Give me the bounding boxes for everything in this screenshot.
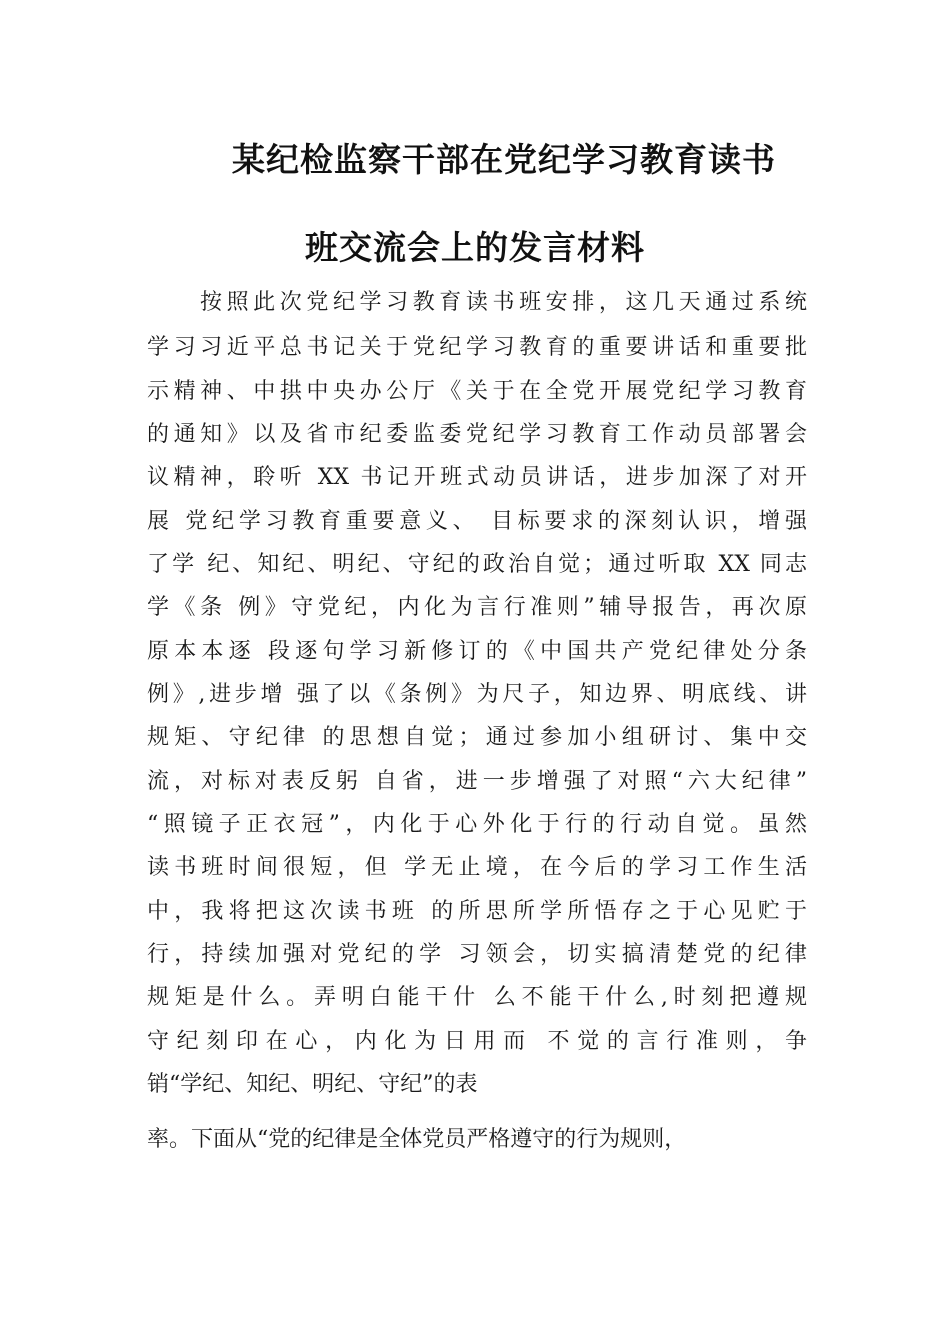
paragraph-line: 规矩是什么。弄明白能干什 么不能干什么,时刻把遵规: [147, 985, 807, 1010]
paragraph-line: 示精神、中拱中央办公厅《关于在全党开展党纪学习教育: [147, 379, 807, 404]
paragraph-line: 规矩、守纪律 的思想自觉；通过参加小组研讨、集中交: [147, 725, 807, 750]
document-title-line-1: 某纪检监察干部在党纪学习教育读书: [232, 140, 776, 179]
paragraph-line: 行，持续加强对党纪的学 习领会，切实搞清楚党的纪律: [147, 942, 807, 967]
paragraph-line: “照镜子正衣冠”，内化于心外化于行的行动自觉。虽然: [147, 812, 807, 837]
paragraph-line: 例》,进步增 强了以《条例》为尺子，知边界、明底线、讲: [147, 682, 807, 707]
paragraph-line: 原本本逐 段逐句学习新修订的《中国共产党纪律处分条: [147, 639, 807, 664]
paragraph-line: 学《条 例》守党纪，内化为言行准则”辅导报告，再次原: [147, 595, 807, 620]
paragraph-line: 守纪刻印在心，内化为日用而 不觉的言行准则，争: [147, 1029, 807, 1054]
paragraph-line: 的通知》以及省市纪委监委党纪学习教育工作动员部署会: [147, 422, 807, 447]
paragraph-line: 展 党纪学习教育重要意义、 目标要求的深刻认识，增强: [147, 509, 807, 534]
paragraph-line: 了学 纪、知纪、明纪、守纪的政治自觉；通过听取 XX 同志: [147, 552, 807, 577]
paragraph-line: 率。下面从“党的纪律是全体党员严格遵守的行为规则，: [147, 1127, 687, 1152]
paragraph-line: 读书班时间很短，但 学无止境，在今后的学习工作生活: [147, 855, 807, 880]
paragraph-line: 销“学纪、知纪、明纪、守纪”的表: [147, 1072, 478, 1097]
paragraph-line: 议精神，聆听 XX 书记开班式动员讲话，进步加深了对开: [147, 465, 807, 490]
paragraph-line: 流，对标对表反躬 自省，进一步增强了对照“六大纪律”: [147, 769, 807, 794]
paragraph-line: 学习习近平总书记关于党纪学习教育的重要讲话和重要批: [147, 335, 807, 360]
paragraph-line: 中，我将把这次读书班 的所思所学所悟存之于心见贮于: [147, 899, 807, 924]
document-title-line-2: 班交流会上的发言材料: [305, 228, 645, 267]
paragraph-line: 按照此次党纪学习教育读书班安排，这几天通过系统: [200, 290, 807, 315]
